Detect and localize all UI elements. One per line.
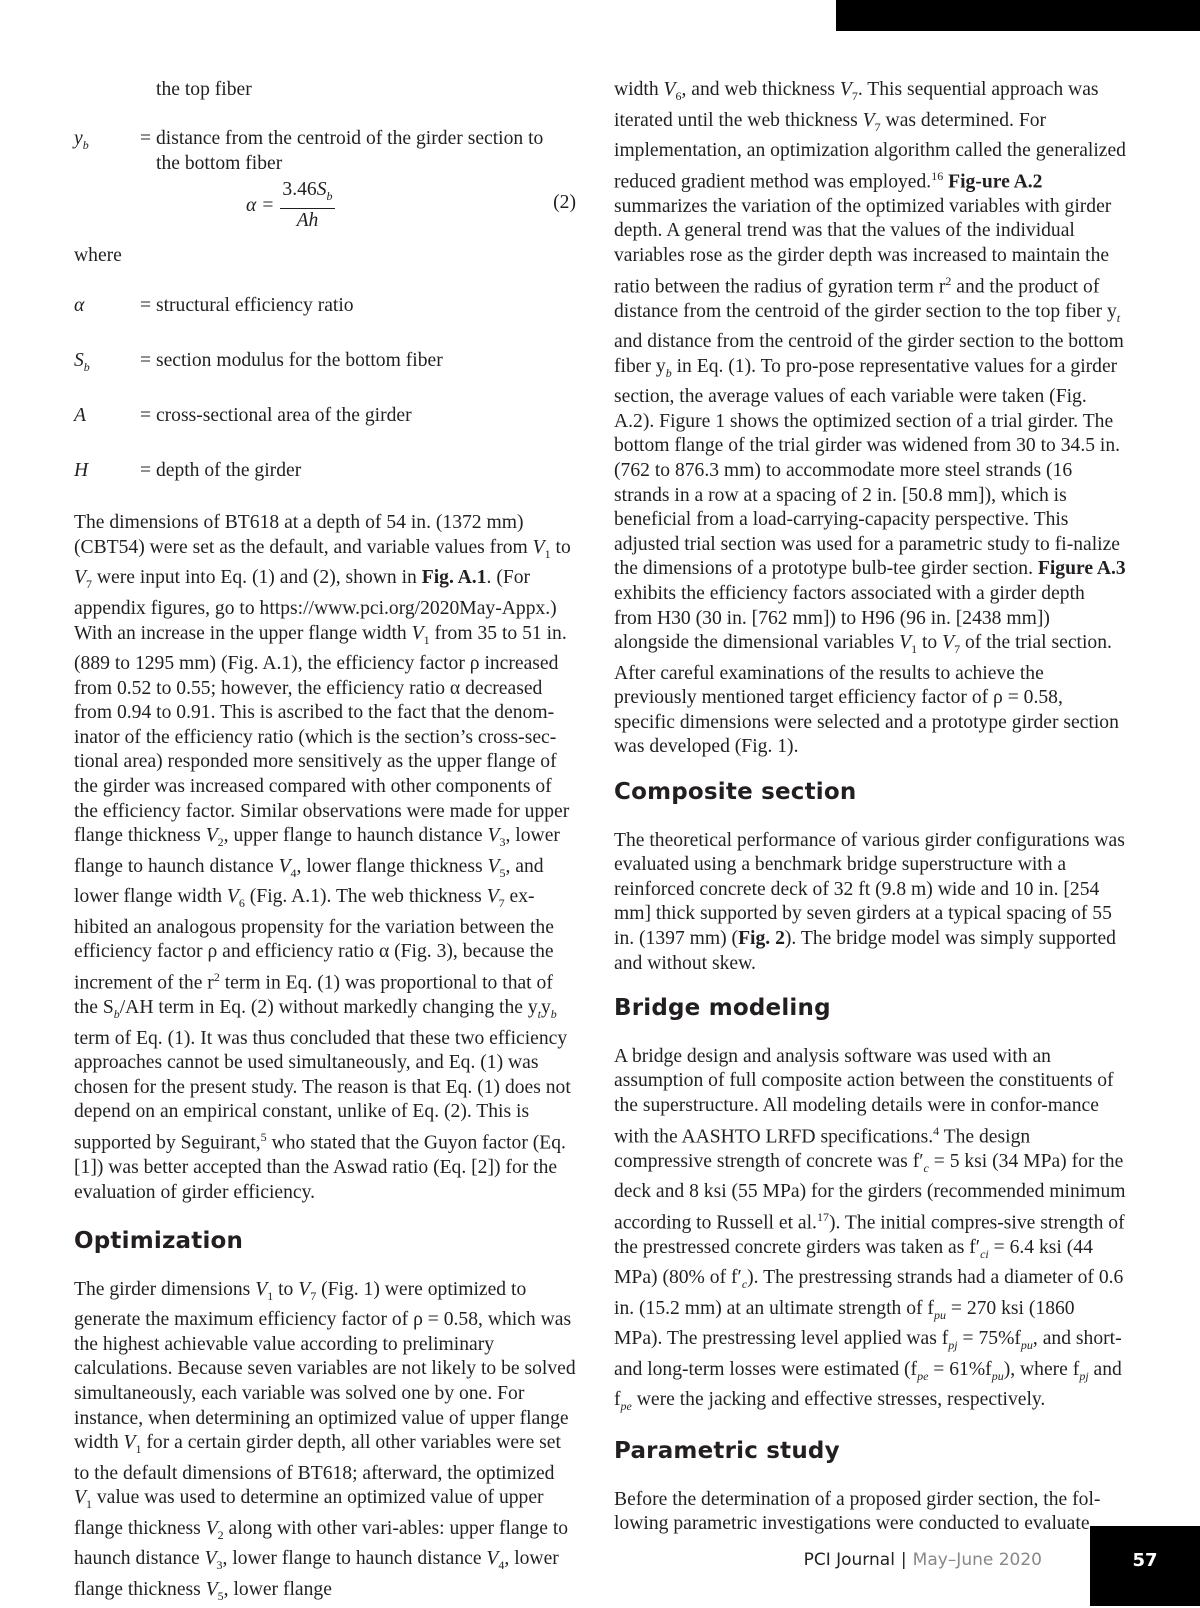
variable-symbol: $V_7$ xyxy=(298,1278,317,1303)
variable-symbol: $V_6$ xyxy=(663,79,682,103)
superscript: 17 xyxy=(816,1209,829,1224)
variable-symbol: $V_1$ xyxy=(255,1278,274,1303)
heading-optimization: Optimization xyxy=(74,1228,244,1255)
subscript: c xyxy=(741,1277,748,1292)
figure-reference: Fig-ure A.2 xyxy=(948,171,1043,193)
heading-parametric-study: Parametric study xyxy=(614,1437,840,1464)
subscript: pj xyxy=(948,1338,958,1353)
subscript: t xyxy=(537,1006,541,1021)
superscript: 4 xyxy=(933,1123,940,1138)
definition-list xyxy=(74,294,576,490)
variable-symbol: $V_7$ xyxy=(74,567,92,592)
eq2-lhs: α = xyxy=(246,194,275,216)
subscript: b xyxy=(113,1006,120,1021)
subscript: pu xyxy=(991,1368,1004,1383)
def-top-continuation xyxy=(74,78,576,103)
def-yb-text: = distance from the centroid of the girder section to xyxy=(140,128,544,150)
subscript: b xyxy=(550,1006,557,1021)
journal-name: PCI Journal xyxy=(803,1550,895,1570)
subscript: pu xyxy=(1020,1338,1033,1353)
subscript: ci xyxy=(980,1246,989,1261)
eq2-numerator: $3.46S_b$ xyxy=(280,178,334,209)
variable-symbol: $V_7$ xyxy=(486,886,505,911)
variable-symbol: $V_4$ xyxy=(486,1548,505,1573)
variable-symbol: $V_4$ xyxy=(278,855,297,880)
page-number: 57 xyxy=(1132,1550,1158,1571)
subscript: t xyxy=(1116,310,1121,325)
variable-symbol: $V_3$ xyxy=(204,1548,223,1573)
paragraph-parametric: Before the determination of a proposed girder section, the fol-lowing parametric investigations were conducted to evaluate xyxy=(614,1488,1101,1535)
eq2-denominator: Ah xyxy=(296,210,319,232)
subscript: pj xyxy=(1079,1368,1089,1383)
paragraph-bt618: The dimensions of BT618 at a depth of 54 in. (1372 mm)(CBT54) were set as the default, and variable values from $V_1$ to $V_7$ were input into Eq. (1) and (2), shown in Fig. A.1. (For appendix figures, go to https://www.pci.org/2020May-Appx.) With an increase in the upper flange width $V_1$ from 35 to 51 in. (889 to 1295 mm) (Fig. A.1), the efficiency factor ρ increased from 0.52 to 0.55; however, the efficiency ratio α decreased from 0.94 to 0.91. This is ascribed to the fact that the denom-inator of the efficiency ratio (which is the section’s cross-sec-tional area) responded more sensitively as the upper flange of the girder was increased compared with other components of the efficiency factor. Similar observations were made for upper flange thickness $V_2$, upper flange to haunch distance $V_3$, lower flange to haunch distance $V_4$, lower flange thickness $V_5$, and lower flange width $V_6$ (Fig. A.1). The web thickness $V_7$ ex-hibited an analogous propensity for the variation between the efficiency factor ρ and efficiency ratio α (Fig. 3), because the increment of the $r^2$ term in Eq. (1) was proportional to that of the $S_b/AH$ term in Eq. (2) without markedly changing the $y_ty_b$ term of Eq. (1). It was thus concluded that these two efficiency approaches cannot be used simultaneously, and Eq. (1) was chosen for the present study. The reason is that Eq. (1) does not depend on an empirical constant, unlike of Eq. (2). This is supported by Seguirant,$^5$ who stated that the Guyon factor (Eq. [1]) was better accepted than the Aswad ratio (Eq. [2]) for the evaluation of girder efficiency. xyxy=(74,512,571,1203)
variable-symbol: $V_5$ xyxy=(205,1578,224,1603)
where-label: where xyxy=(74,245,122,267)
subscript: pu xyxy=(933,1307,946,1322)
variable-symbol: $V_1$ xyxy=(123,1432,142,1457)
issue-date: May–June 2020 xyxy=(912,1550,1042,1570)
variable-symbol: $V_5$ xyxy=(487,855,506,880)
top-fiber-text: the top fiber xyxy=(156,79,252,100)
left-column xyxy=(74,78,576,1608)
footer xyxy=(0,1526,1200,1606)
variable-symbol: $V_1$ xyxy=(899,632,918,657)
variable-symbol: $V_7$ xyxy=(862,109,881,134)
figure-reference: Fig. A.1 xyxy=(421,567,487,589)
definition-item: α = structural efficiency ratio xyxy=(74,294,354,316)
definition-item: $S_b$ = section modulus for the bottom fiber xyxy=(74,349,443,374)
variable-symbol: $V_1$ xyxy=(411,622,430,647)
right-column xyxy=(614,78,1126,1537)
variable-symbol: $V_1$ xyxy=(74,1487,92,1512)
superscript: 16 xyxy=(931,168,944,183)
equation-2 xyxy=(74,178,576,232)
def-yb xyxy=(74,127,576,176)
footer-journal xyxy=(804,1550,1042,1570)
variable-symbol: $V_2$ xyxy=(205,825,224,850)
variable-symbol: $V_7$ xyxy=(942,632,961,657)
variable-symbol: $V_2$ xyxy=(205,1517,224,1542)
figure-reference: Figure A.3 xyxy=(1037,558,1126,580)
subscript: c xyxy=(923,1160,929,1175)
heading-composite-section: Composite section xyxy=(614,779,857,806)
paragraph-composite: The theoretical performance of various girder configurations was evaluated using a benchmark bridge superstructure with a reinforced concrete deck of 32 ft (9.8 m) wide and 10 in. [254 mm] thick supported by seven girders at a typical spacing of 55 in. (1397 mm) (Fig. 2). The bridge model was simply supported and without skew. xyxy=(614,829,1125,974)
footer-separator: | xyxy=(900,1550,907,1570)
superscript: 2 xyxy=(213,969,220,984)
subscript: pe xyxy=(620,1399,632,1414)
variable-symbol: $V_7$ xyxy=(839,79,858,103)
superscript: 2 xyxy=(945,273,952,288)
definition-item: A = cross-sectional area of the girder xyxy=(74,404,412,426)
subscript: b xyxy=(665,365,672,380)
paragraph-optimization-cont: width $V_6$, and web thickness $V_7$. This sequential approach was iterated until the web thickness $V_7$ was determined. For implementation, an optimization algorithm called the generalized reduced gradient method was employed.$^{16}$ Fig-ure A.2 summarizes the variation of the optimized variables with girder depth. A general trend was that the values of the individual variables rose as the girder depth was increased to maintain the ratio between the radius of gyration term $r^2$ and the product of distance from the centroid of the girder section to the top fiber $y_t$ and distance from the centroid of the girder section to the bottom fiber $y_b$ in Eq. (1). To pro-pose representative values for a girder section, the average values of each variable were taken (Fig. A.2). Figure 1 shows the optimized section of a trial girder. The bottom flange of the trial girder was widened from 30 to 34.5 in. (762 to 876.3 mm) to accommodate more steel strands (16 strands in a row at a spacing of 2 in. [50.8 mm]), which is beneficial from a load-carrying-capacity perspective. This adjusted trial section was used for a parametric study to fi-nalize the dimensions of a prototype bulb-tee girder section. Figure A.3 exhibits the efficiency factors associated with a girder depth from H30 (30 in. [762 mm]) to H96 (96 in. [2438 mm]) alongside the dimensional variables $V_1$ to $V_7$ of the trial section. After careful examinations of the results to achieve the previously mentioned target efficiency factor of ρ = 0.58, specific dimensions were selected and a prototype girder section was developed (Fig. 1). xyxy=(614,79,1126,758)
paragraph-bridge: A bridge design and analysis software was used with an assumption of full composite action between the constituents of the superstructure. All modeling details were in confor-mance with the AASHTO LRFD specifications.$^4$ The design compressive strength of concrete was $f'_c = 5$ ksi (34 MPa) for the deck and 8 ksi (55 MPa) for the girders (recommended minimum according to Russell et al.$^{17}$). The initial compres-sive strength of the prestressed concrete girders was taken as $f'_{ci} = 6.4$ ksi (44 MPa) (80% of $f'_c$). The prestressing strands had a diameter of 0.6 in. (15.2 mm) at an ultimate strength of $f_{pu} = 270$ ksi (1860 MPa). The prestressing level applied was $f_{pj} = 75\%f_{pu}$, and short- and long-term losses were estimated $(f_{pe} = 61\%f_{pu})$, where $f_{pj}$ and $f_{pe}$ were the jacking and effective stresses, respectively. xyxy=(614,1045,1126,1414)
heading-bridge-modeling: Bridge modeling xyxy=(614,995,831,1022)
def-yb-text-cont: the bottom fiber xyxy=(156,152,283,174)
page-number-box xyxy=(1090,1526,1200,1606)
def-yb-symbol: $y_b$ xyxy=(74,128,89,153)
variable-symbol: $V_6$ xyxy=(226,886,245,911)
definition-item: H = depth of the girder xyxy=(74,459,302,481)
variable-symbol: $V_1$ xyxy=(532,536,551,561)
header-black-bar xyxy=(836,0,1200,31)
subscript: pe xyxy=(917,1368,929,1383)
variable-symbol: $V_3$ xyxy=(487,825,506,850)
superscript: 5 xyxy=(260,1129,267,1144)
paragraph-optimization: The girder dimensions $V_1$ to $V_7$ (Fig. 1) were optimized to generate the maximum efficiency factor of ρ = 0.58, which was the highest achievable value according to preliminary calculations. Because seven variables are not likely to be solved simultaneously, each variable was solved one by one. For instance, when determining an optimized value of upper flange width $V_1$ for a certain girder depth, all other variables were set to the default dimensions of BT618; afterward, the optimized $V_1$ value was used to determine an optimized value of upper flange thickness $V_2$ along with other vari-ables: upper flange to haunch distance $V_3$, lower flange to haunch distance $V_4$, lower flange thickness $V_5$, lower flange xyxy=(74,1278,576,1603)
eq2-number: (2) xyxy=(553,192,576,214)
figure-reference: Fig. 2 xyxy=(738,928,785,949)
